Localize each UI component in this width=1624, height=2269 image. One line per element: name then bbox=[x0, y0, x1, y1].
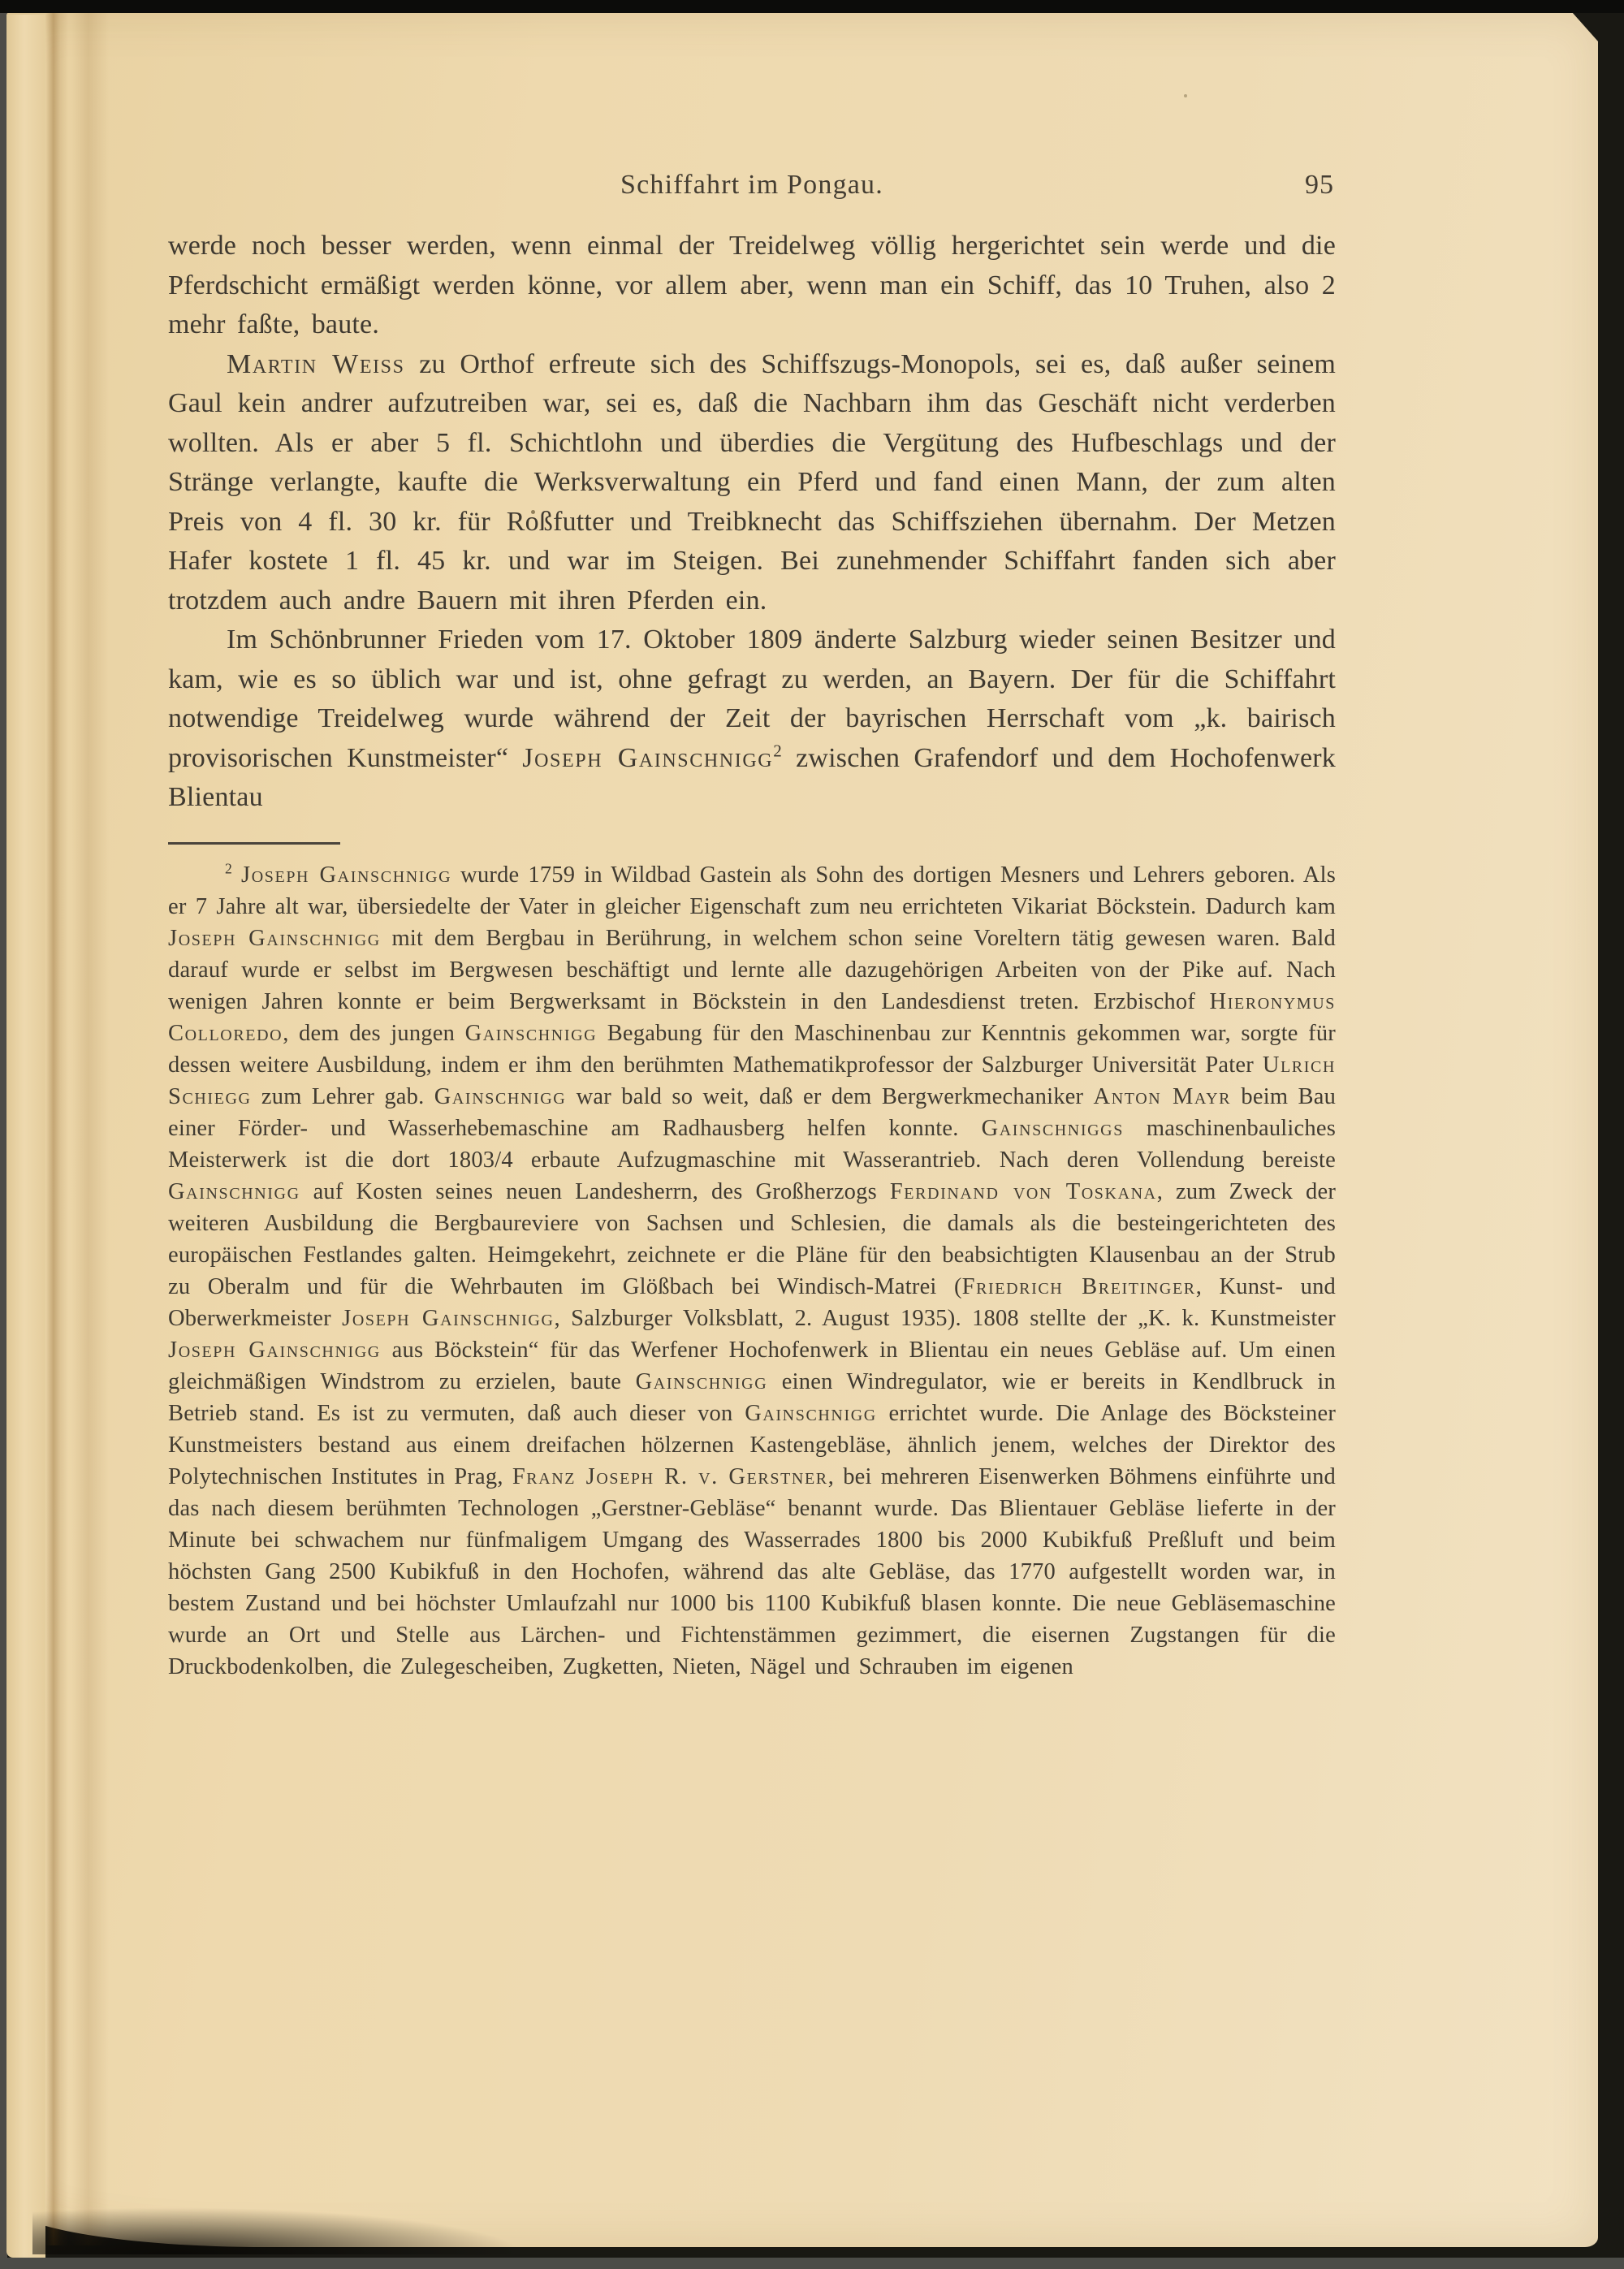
body-text bbox=[168, 227, 1336, 818]
photo-edge-top bbox=[0, 0, 1624, 13]
footnote-text: $^2$ Joseph Gainschnigg wurde 1759 in Wildbad Gastein als Sohn des dortigen Mesners und Lehrers geboren. Als er 7 Jahre alt war, übersiedelte der Vater in gleicher Eigenschaft zum neu errichteten Vikariat Böckstein. Dadurch kam Joseph Gainschnigg mit dem Bergbau in Berührung, in welchem schon seine Voreltern tätig gewesen waren. Bald darauf wurde er selbst im Bergwesen beschäftigt und lernte alle dazugehörigen Arbeiten von der Pike auf. Nach wenigen Jahren konnte er beim Bergwerksamt in Böckstein in den Landesdienst treten. Erzbischof Hieronymus Colloredo, dem des jungen Gainschnigg Begabung für den Maschinenbau zur Kenntnis gekommen war, sorgte für dessen weitere Ausbildung, indem er ihm den berühmten Mathematikprofessor der Salzburger Universität Pater Ulrich Schiegg zum Lehrer gab. Gainschnigg war bald so weit, daß er dem Bergwerkmechaniker Anton Mayr beim Bau einer Förder- und Wasserhebemaschine am Radhausberg helfen konnte. Gainschniggs maschinenbauliches Meisterwerk ist die dort 1803/4 erbaute Aufzugmaschine mit Wasserantrieb. Nach deren Vollendung bereiste Gainschnigg auf Kosten seines neuen Landesherrn, des Großherzogs Ferdinand von Toskana, zum Zweck der weiteren Ausbildung die Bergbaureviere von Sachsen und Schlesien, die damals als die besteingerichteten des europäischen Festlandes galten. Heimgekehrt, zeichnete er die Pläne für den beabsichtigten Klausenbau an der Strub zu Oberalm und für die Wehrbauten im Glößbach bei Windisch-Matrei (Friedrich Breitinger, Kunst- und Oberwerkmeister Joseph Gainschnigg, Salzburger Volksblatt, 2. August 1935). 1808 stellte der „K. k. Kunstmeister Joseph Gainschnigg aus Böckstein“ für das Werfener Hochofenwerk in Blientau ein neues Gebläse auf. Um einen gleichmäßigen Windstrom zu erzielen, baute Gainschnigg einen Windregulator, wie er bereits in Kendlbruck in Betrieb stand. Es ist zu vermuten, daß auch dieser von Gainschnigg errichtet wurde. Die Anlage des Böcksteiner Kunstmeisters bestand aus einem dreifachen hölzernen Kastengebläse, ähnlich jenem, welches der Direktor des Polytechnischen Institutes in Prag, Franz Joseph R. v. Gerstner, bei mehreren Eisenwerken Böhmens einführte und das nach diesem berühmten Technologen „Gerstner-Gebläse“ benannt wurde. Das Blientauer Gebläse lieferte in der Minute bei schwachem nur fünfmaligem Umgang des Wasserrades 1800 bis 2000 Kubikfuß Preßluft und beim höchsten Gang 2500 Kubikfuß in den Hochofen, während das alte Gebläse, das 1770 aufgestellt worden war, in bestem Zustand und bei höchster Umlaufzahl nur 1000 bis 1100 Kubikfuß blasen konnte. Die neue Gebläsemaschine wurde an Ort und Stelle aus Lärchen- und Fichtenstämmen gezimmert, die eisernen Zugstangen für die Druckbodenkolben, die Zulegescheiben, Zugketten, Nieten, Nägel und Schrauben im eigenen bbox=[168, 860, 1337, 1679]
gutter-crease-soft bbox=[71, 12, 109, 2245]
gutter-crease bbox=[45, 12, 68, 2245]
photo-edge-bottom bbox=[0, 2258, 1624, 2269]
body-paragraph: Martin Weiss zu Orthof erfreute sich des Schiffszugs-Monopols, sei es, daß außer seinem Gaul kein andrer aufzutreiben war, sei es, daß die Nachbarn ihm das Geschäft nicht verderben wollten. Als er aber 5 fl. Schichtlohn und überdies die Vergütung des Hufbeschlags und der Stränge verlangte, kaufte die Werksverwaltung ein Pferd und fand einen Mann, der zum alten Preis von 4 fl. 30 kr. für Roßfutter und Treibknecht das Schiffsziehen übernahm. Der Metzen Hafer kostete 1 fl. 45 kr. und war im Steigen. Bei zunehmender Schiffahrt fanden sich aber trotzdem auch andre Bauern mit ihren Pferden ein. bbox=[168, 348, 1337, 616]
previous-page-curl bbox=[6, 15, 45, 2258]
page-curl-shadow bbox=[32, 2206, 536, 2254]
page-corner-cut bbox=[1572, 12, 1598, 41]
body-paragraph: Im Schönbrunner Frieden vom 17. Oktober 1809 änderte Salzburg wieder seinen Besitzer und kam, wie es so üblich war und ist, ohne gefragt zu werden, an Bayern. Der für die Schiffahrt notwendige Treidelweg wurde während der Zeit der bayrischen Herrschaft vom „k. bairisch provisorischen Kunstmeister“ Joseph Gainschnigg$^2$ zwischen Grafendorf und dem Hochofenwerk Blientau bbox=[168, 625, 1336, 812]
text-column bbox=[168, 0, 1336, 1683]
footnote-separator bbox=[168, 842, 340, 845]
chapter-title: Schiffahrt im Pongau. bbox=[620, 170, 883, 200]
page-number: 95 bbox=[1305, 170, 1334, 200]
running-header bbox=[168, 0, 1336, 205]
body-paragraph: werde noch besser werden, wenn einmal der Treidelweg völlig hergerichtet sein werde und die Pferdschicht ermäßigt werden könne, vor allem aber, wenn man ein Schiff, das 10 Truhen, also 2 mehr faßte, baute. bbox=[168, 231, 1336, 339]
